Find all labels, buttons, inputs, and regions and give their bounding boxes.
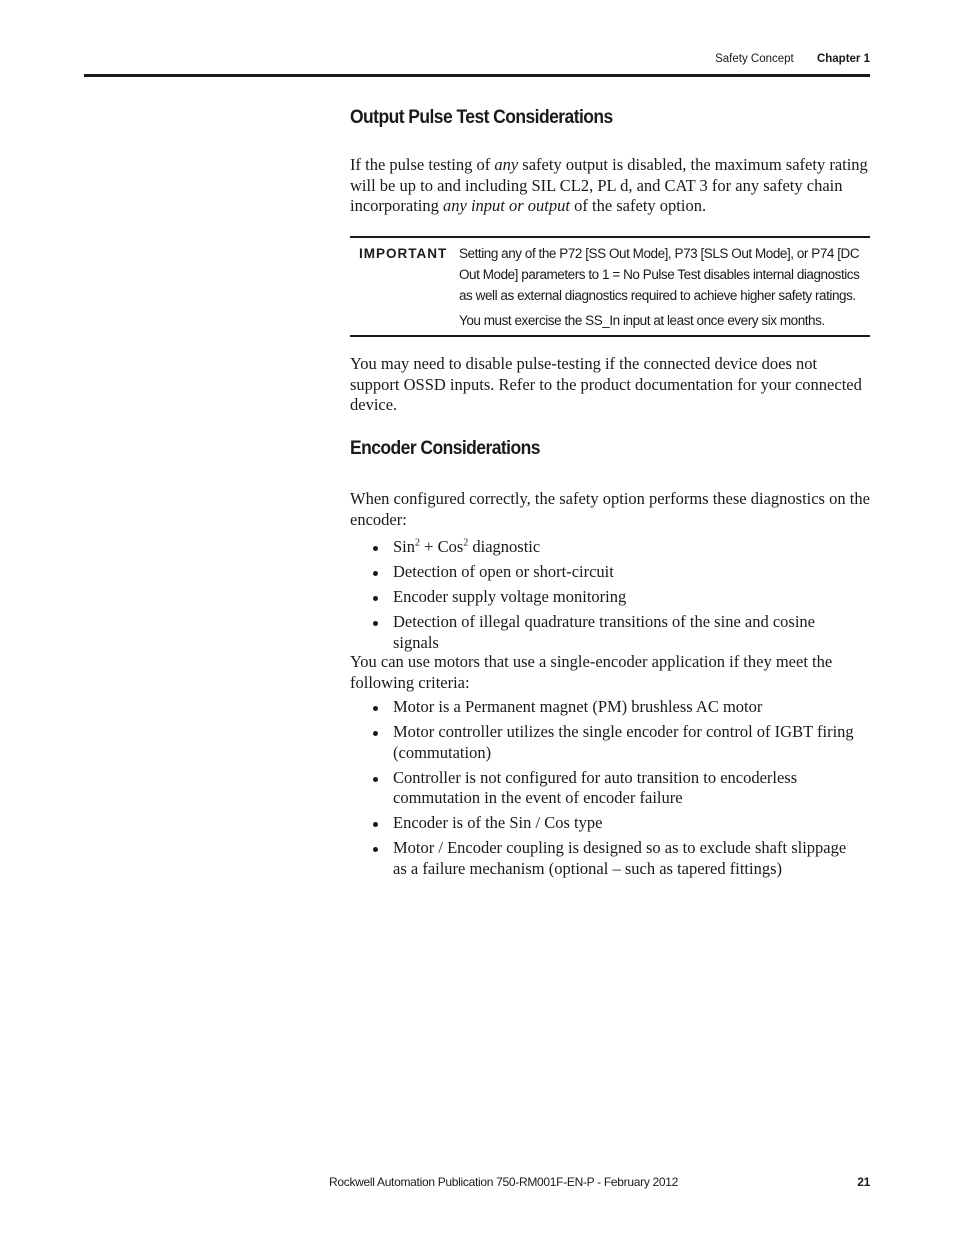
bullet-icon	[373, 731, 378, 736]
emphasis-any: any	[494, 155, 519, 174]
list-item-text: Detection of open or short-circuit	[393, 562, 614, 581]
page-number: 21	[857, 1175, 870, 1189]
bullet-icon	[373, 847, 378, 852]
bullet-icon	[373, 571, 378, 576]
list-item	[373, 697, 863, 718]
disable-pulse-testing-paragraph: You may need to disable pulse-testing if the connected device does not support OSSD inputs. Refer to the product documentation for your connected device.	[350, 354, 862, 414]
list-item	[373, 612, 863, 653]
important-label: IMPORTANT	[359, 246, 448, 261]
important-text-2: You must exercise the SS_In input at least once every six months.	[459, 313, 825, 328]
motors-intro-paragraph: You can use motors that use a single-encoder application if they meet the following criteria:	[350, 652, 833, 692]
list-item-text: Detection of illegal quadrature transitions of the sine and cosine signals	[393, 612, 815, 652]
bullet-icon	[373, 596, 378, 601]
header-rule	[84, 74, 870, 77]
list-item-text: Motor is a Permanent magnet (PM) brushless AC motor	[393, 697, 763, 716]
text-run: + Cos	[420, 537, 464, 556]
header-chapter: Chapter 1	[816, 53, 870, 65]
header-section-title: Safety Concept	[715, 53, 794, 65]
publication-id: Rockwell Automation Publication 750-RM001F-EN-P - February 2012	[329, 1175, 679, 1189]
superscript: 2	[463, 537, 469, 549]
text-run: diagnostic	[468, 537, 541, 556]
text-run: of the safety option.	[569, 196, 707, 215]
criteria-list	[373, 697, 863, 884]
list-item	[373, 587, 863, 608]
important-text	[459, 243, 869, 331]
bullet-icon	[373, 621, 378, 626]
section-heading-output-pulse-test: Output Pulse Test Considerations	[350, 107, 613, 128]
text-run: If the pulse testing of	[350, 155, 495, 174]
bullet-icon	[373, 546, 378, 551]
diagnostics-list	[373, 537, 863, 658]
list-item	[373, 838, 863, 879]
text-run: safety output is disabled, the maximum safety rating will be up to and including SIL CL2, PL d, and CAT 3 for any safety chain incorporating	[350, 155, 868, 215]
section-heading-encoder: Encoder Considerations	[350, 438, 540, 459]
important-text-1: Setting any of the P72 [SS Out Mode], P73 [SLS Out Mode], or P74 [DC Out Mode] parameters to 1 = No Pulse Test disables internal diagnostics as well as external diagnostics required to achieve higher safety ratings.	[459, 246, 860, 303]
text-run: Sin	[393, 537, 416, 556]
list-item	[373, 768, 863, 809]
list-item	[373, 722, 863, 763]
pulse-test-paragraph	[350, 155, 870, 217]
list-item-text: Motor / Encoder coupling is designed so as to exclude shaft slippage as a failure mechanism (optional – such as tapered fittings)	[393, 838, 847, 878]
running-header	[84, 53, 870, 69]
emphasis-any-input-or-output: any input or output	[443, 196, 570, 215]
bullet-icon	[373, 822, 378, 827]
list-item-text: Controller is not configured for auto transition to encoderless commutation in the event of encoder failure	[393, 767, 798, 807]
list-item-text: Encoder supply voltage monitoring	[393, 587, 627, 606]
list-item	[373, 813, 863, 834]
bullet-icon	[373, 777, 378, 782]
list-item	[373, 537, 863, 558]
list-item-text: Motor controller utilizes the single encoder for control of IGBT firing (commutation)	[393, 722, 854, 762]
important-callout	[350, 236, 870, 337]
list-item	[373, 562, 863, 583]
encoder-intro-paragraph: When configured correctly, the safety option performs these diagnostics on the encoder:	[350, 489, 870, 529]
superscript: 2	[415, 537, 421, 549]
list-item-text: Encoder is of the Sin / Cos type	[393, 813, 603, 832]
bullet-icon	[373, 706, 378, 711]
